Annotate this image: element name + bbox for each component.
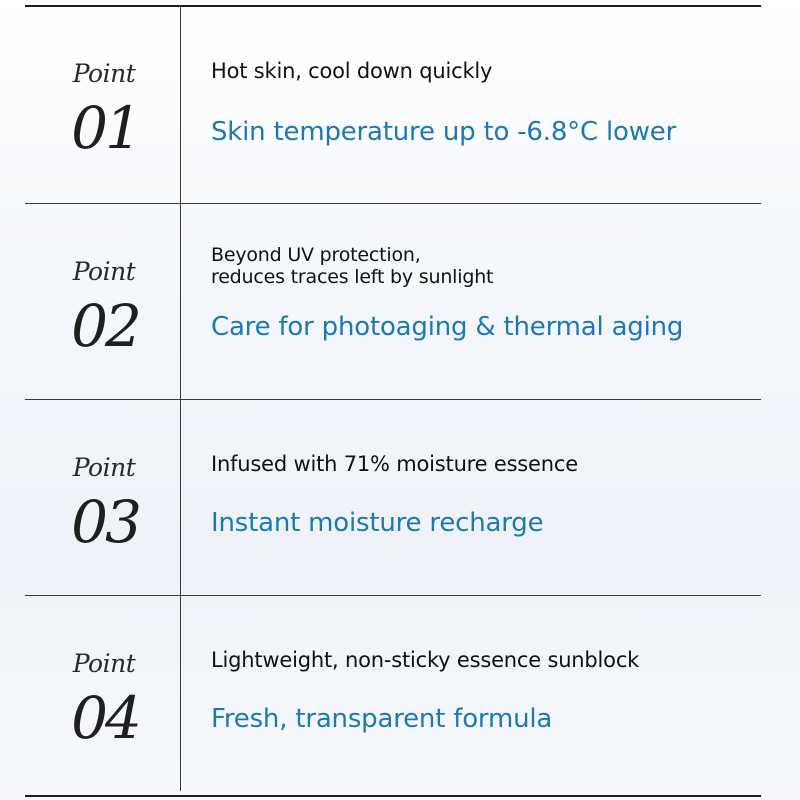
feature-points-table (25, 5, 761, 797)
point-label: Point (72, 59, 136, 88)
point-description (211, 59, 492, 83)
point-label: Point (72, 453, 136, 482)
point-description (211, 452, 578, 476)
point-badge (25, 7, 181, 203)
point-content (211, 204, 751, 399)
point-row (25, 399, 761, 595)
point-highlight: Instant moisture recharge (211, 508, 544, 538)
point-content (211, 7, 751, 203)
point-number: 04 (71, 684, 139, 752)
point-number: 03 (71, 488, 139, 556)
point-description (211, 648, 639, 672)
point-description-line: Beyond UV protection, (211, 244, 421, 266)
point-highlight: Care for photoaging & thermal aging (211, 312, 684, 342)
point-badge (25, 596, 181, 791)
point-highlight: Skin temperature up to -6.8°C lower (211, 117, 677, 147)
point-highlight: Fresh, transparent formula (211, 704, 553, 734)
point-number: 01 (71, 94, 139, 162)
point-row (25, 7, 761, 203)
point-content (211, 400, 751, 595)
point-badge (25, 400, 181, 595)
point-content (211, 596, 751, 791)
point-description (211, 244, 493, 288)
point-label: Point (72, 649, 136, 678)
point-description-line: Infused with 71% moisture essence (211, 452, 578, 476)
point-number: 02 (71, 292, 139, 360)
point-badge (25, 204, 181, 399)
point-row (25, 203, 761, 399)
point-description-line: reduces traces left by sunlight (211, 266, 494, 288)
point-description-line: Hot skin, cool down quickly (211, 59, 493, 83)
point-description-line: Lightweight, non-sticky essence sunblock (211, 648, 640, 672)
point-row (25, 595, 761, 791)
point-label: Point (72, 257, 136, 286)
